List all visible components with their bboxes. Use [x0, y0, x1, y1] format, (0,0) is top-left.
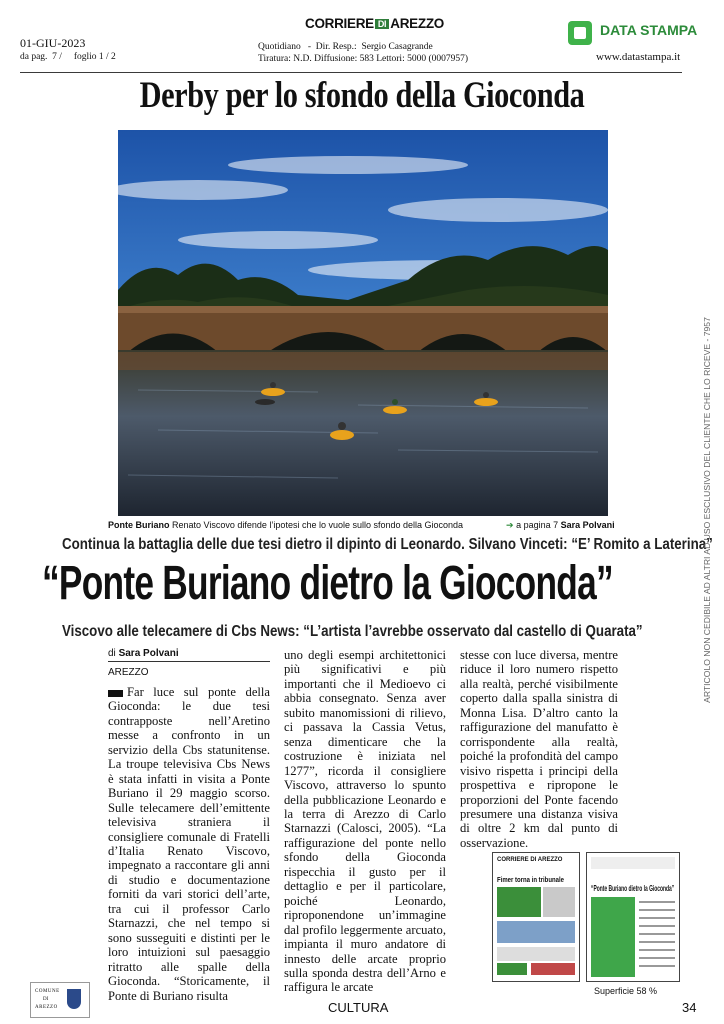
article-dateline: AREZZO — [108, 667, 149, 678]
header-divider — [20, 72, 682, 73]
agency-website[interactable]: www.datastampa.it — [596, 51, 681, 63]
column-3-text: stesse con luce diversa, mentre riduce il loro numero rispetto alla realtà, perché visibilmente coperto dalla spalla sinistra di Monna Lisa. D’altro canto la raffigurazione del manufatto è corrispondente alla realtà, poiché la profondità del campo visivo rispetta i principi della prospettiva e ripropone le proporzioni del Ponte facendo presumere una distanza visiva di oltre 2 km dal punto di osservazione. — [460, 648, 618, 850]
article-column-3 — [460, 648, 618, 850]
arrow-right-icon: ➔ — [506, 520, 514, 530]
thumbnail-1-headline: Fimer torna in tribunale — [497, 875, 565, 884]
page-headline: Derby per lo sfondo della Gioconda — [139, 75, 585, 116]
thumbnail-2-headline: “Ponte Buriano dietro la Gioconda” — [591, 883, 675, 893]
thumbnail-page-2[interactable] — [586, 852, 680, 982]
byline-prefix: di — [108, 648, 116, 659]
caption-text: Renato Viscovo difende l’ipotesi che lo vuole sullo sfondo della Gioconda — [172, 520, 464, 530]
municipality-logo — [30, 982, 90, 1018]
photo-caption — [108, 520, 463, 530]
bridge-photo — [118, 130, 608, 516]
article-column-1 — [108, 685, 270, 1003]
logo-line-2: DI — [43, 997, 49, 1002]
logo-line-3: AREZZO — [35, 1005, 58, 1010]
byline — [108, 648, 270, 662]
column-2-text: uno degli esempi architettonici più significativi e più importanti che il Medioevo ci abbia consegnato. Senza aver subito manomissioni di rilievo, ci passava la Cassia Vetus, senza dimenticare che la costruzione è iniziata nel 1277”, ricorda il consigliere Viscovo, attraverso lo spunto della pubblicazione Leonardo e la terra di Arezzo di Carlo Starnazzi (Calosci, 2005). “La raffigurazione del ponte nello sfondo della Gioconda rispecchia il gusto per il dettaglio e per il particolare, poiché Leonardo, riproponendone un’immagine dal profilo leggermente arcuato, impianta il muro andatore di innesto delle arcate proprio sulla sponda destra dell’Arno e raffigura le arcate — [284, 648, 446, 995]
ref-page-text: a pagina 7 — [516, 520, 559, 530]
clipping-date: 01-GIU-2023 — [20, 36, 86, 50]
logo-line-1: COMUNE — [35, 989, 60, 994]
vertical-notice — [697, 280, 717, 740]
ref-author: Sara Polvani — [560, 520, 615, 530]
page-reference: da pag. 7 / foglio 1 / 2 — [20, 52, 116, 62]
publication-logo: CORRIERE DI AREZZO — [305, 15, 444, 31]
article-column-2 — [284, 648, 446, 995]
column-1-text: Far luce sul ponte della Gioconda: le due tesi contrapposte nell’Aretino messe a confronto in un servizio della Cbs statunitense. La troupe televisiva Cbs News è stata infatti in visita a Ponte Buriano il 29 maggio scorso. Sulle telecamere dell’emittente televisiva straniera il consigliere comunale di Fratelli d’Italia Renato Viscovo, impegnato a raccontare gli anni di studio e documentazione forniti da vari storici dell’arte, tra cui il professor Carlo Starnazzi, che nel tempo si sono susseguiti e distinti per le loro intuizioni sul paesaggio ritratto alle spalle della Gioconda. “Storicamente, il Ponte di Buriano risulta — [108, 685, 270, 1003]
article-kicker: Continua la battaglia delle due tesi dietro il dipinto di Leonardo. Silvano Vinceti: “E’ Romito a Laterina” — [62, 536, 713, 553]
page-reference-link[interactable] — [506, 520, 615, 531]
article-title: “Ponte Buriano dietro la Gioconda” — [42, 557, 613, 610]
vertical-notice-text: ARTICOLO NON CEDIBILE AD ALTRI AD USO ESCLUSIVO DEL CLIENTE CHE LO RICEVE - 7957 — [702, 317, 712, 703]
page-number: 34 — [682, 1000, 697, 1015]
publication-info-line2: Tiratura: N.D. Diffusione: 583 Lettori: 5000 (0007957) — [258, 54, 469, 64]
surface-percentage: Superficie 58 % — [594, 986, 658, 996]
section-label: CULTURA — [328, 1000, 389, 1015]
publication-info-line1: Quotidiano - Dir. Resp.: Sergio Casagrande — [258, 42, 433, 52]
coat-of-arms-icon — [67, 989, 81, 1009]
data-stampa-label: DATA STAMPA — [600, 22, 698, 38]
bridge-photo-svg — [118, 130, 608, 516]
article-subtitle: Viscovo alle telecamere di Cbs News: “L’artista l’avrebbe osservato dal castello di Quarata” — [62, 623, 643, 640]
thumbnail-page-1[interactable]: CORRIERE DI AREZZO Fimer torna in tribunale — [492, 852, 580, 982]
paragraph-marker — [108, 690, 123, 697]
caption-subject: Ponte Buriano — [108, 520, 170, 530]
byline-author: Sara Polvani — [118, 648, 179, 659]
data-stampa-logo-icon — [568, 21, 592, 45]
